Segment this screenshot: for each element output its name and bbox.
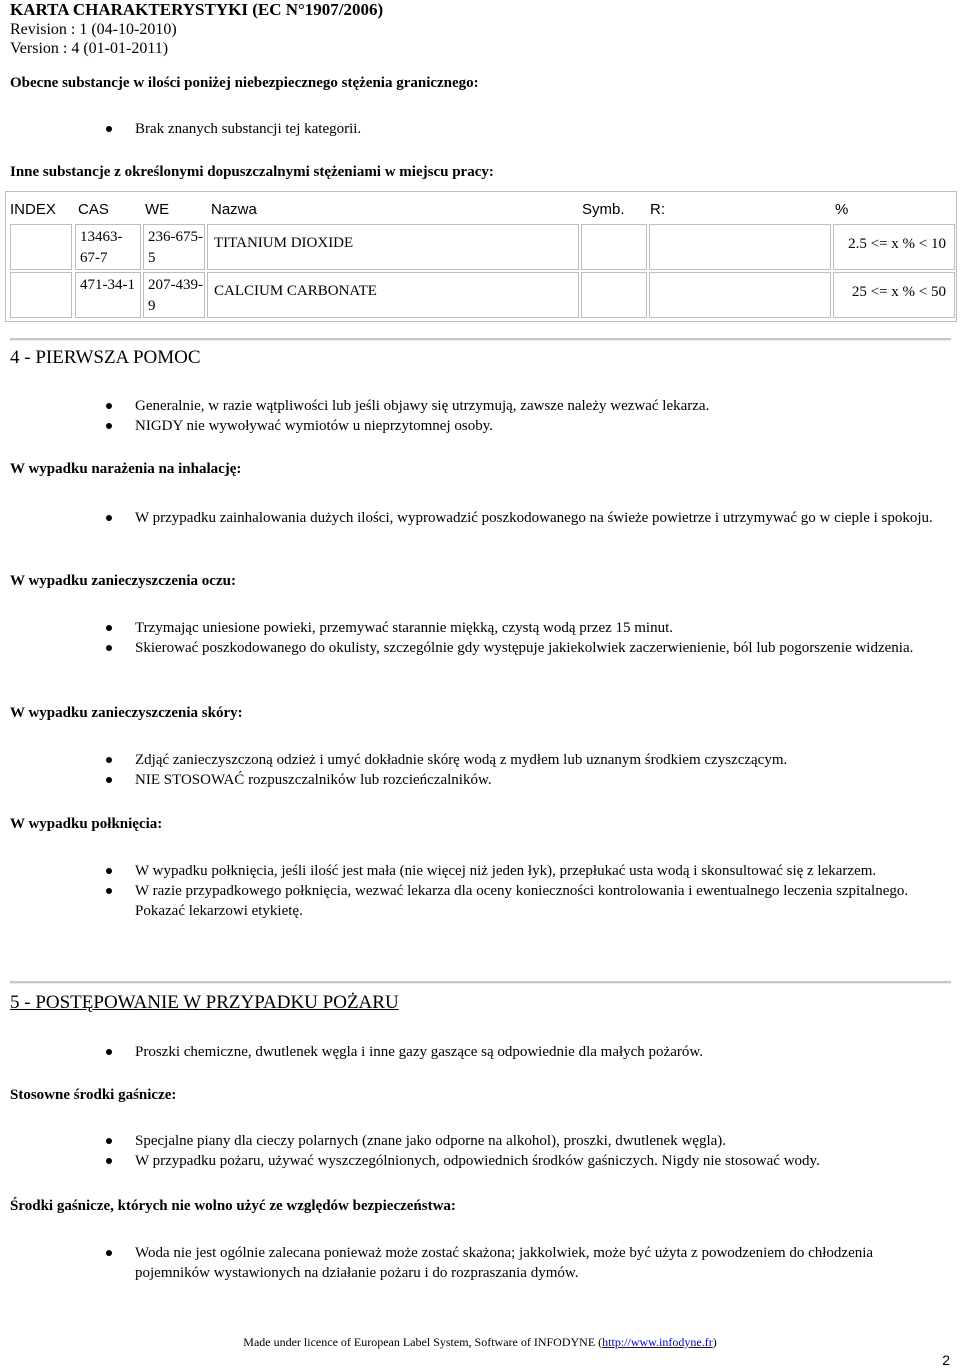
column-header-index: INDEX [10, 201, 56, 218]
extinguish-list [10, 1131, 950, 1171]
list-item: Skierować poszkodowanego do okulisty, szczególnie gdy występuje jakiekolwiek zaczerwienienie, ból lub pogorszenie widzenia. [10, 638, 950, 658]
list-item: W wypadku połknięcia, jeśli ilość jest mała (nie więcej niż jeden łyk), przepłukać usta wodą i skonsultować się z lekarzem. [10, 861, 950, 881]
section5-title: 5 - POSTĘPOWANIE W PRZYPADKU POŻARU [10, 992, 399, 1013]
section4-title: 4 - PIERWSZA POMOC [10, 347, 201, 368]
inhalation-heading: W wypadku narażenia na inhalację: [10, 461, 242, 477]
section-divider [10, 338, 951, 341]
column-header-name: Nazwa [211, 201, 257, 218]
below-threshold-list [10, 119, 950, 139]
page-number: 2 [942, 1352, 950, 1368]
page-footer [0, 1335, 960, 1350]
list-item: Proszki chemiczne, dwutlenek węgla i inne gazy gaszące są odpowiednie dla małych pożarów. [10, 1042, 950, 1062]
cell-name: CALCIUM CARBONATE [207, 272, 579, 318]
skin-heading: W wypadku zanieczyszczenia skóry: [10, 705, 243, 721]
list-item: Generalnie, w razie wątpliwości lub jeśli objawy się utrzymują, zawsze należy wezwać lekarza. [10, 396, 950, 416]
list-item: Specjalne piany dla cieczy polarnych (znane jako odporne na alkohol), proszki, dwutlenek węgla). [10, 1131, 950, 1151]
column-header-cas: CAS [78, 201, 109, 218]
cell-pct: 2.5 <= x % < 10 [833, 224, 955, 270]
list-item: Trzymając uniesione powieki, przemywać starannie miękką, czystą wodą przez 15 minut. [10, 618, 950, 638]
cell-we: 236-675-5 [143, 224, 205, 270]
cell-r [649, 224, 831, 270]
column-header-symb: Symb. [582, 201, 625, 218]
list-item: Zdjąć zanieczyszczoną odzież i umyć dokładnie skórę wodą z mydłem lub uznanym środkiem czyszczącym. [10, 750, 950, 770]
column-header-we: WE [145, 201, 170, 218]
list-item: W przypadku pożaru, używać wyszczególnionych, odpowiednich środków gaśniczych. Nigdy nie stosować wody. [10, 1151, 950, 1171]
list-item: NIE STOSOWAĆ rozpuszczalników lub rozcieńczalników. [10, 770, 950, 790]
ingestion-heading: W wypadku połknięcia: [10, 816, 163, 832]
column-header-pct: % [835, 201, 849, 218]
list-item: NIGDY nie wywoływać wymiotów u nieprzytomnej osoby. [10, 416, 950, 436]
cell-symb [581, 272, 647, 318]
list-item: W przypadku zainhalowania dużych ilości, wyprowadzić poszkodowanego na świeże powietrze i utrzymywać go w cieple i spokoju. [10, 508, 950, 528]
document-title: KARTA CHARAKTERYSTYKI (EC N°1907/2006) [10, 0, 384, 19]
fire-general-list [10, 1042, 950, 1062]
version-line: Version : 4 (01-01-2011) [10, 40, 169, 57]
revision-line: Revision : 1 (04-10-2010) [10, 21, 177, 38]
forbidden-list [10, 1243, 950, 1283]
list-item: W razie przypadkowego połknięcia, wezwać lekarza dla oceny konieczności kontrolowania i ewentualnego leczenia szpitalnego. Pokazać lekarzowi etykietę. [10, 881, 950, 921]
workplace-heading: Inne substancje z określonymi dopuszczalnymi stężeniami w miejscu pracy: [10, 164, 494, 180]
column-header-r: R: [650, 201, 665, 218]
substances-table [5, 191, 957, 322]
below-threshold-heading: Obecne substancje w ilości poniżej niebezpiecznego stężenia granicznego: [10, 75, 479, 91]
eyes-list [10, 618, 950, 658]
cell-index [10, 224, 72, 270]
footer-text: Made under licence of European Label System, Software of INFODYNE ( [243, 1335, 603, 1349]
extinguish-heading: Stosowne środki gaśnicze: [10, 1087, 177, 1103]
cell-name: TITANIUM DIOXIDE [207, 224, 579, 270]
skin-list [10, 750, 950, 790]
eyes-heading: W wypadku zanieczyszczenia oczu: [10, 573, 236, 589]
forbidden-heading: Środki gaśnicze, których nie wolno użyć ze względów bezpieczeństwa: [10, 1198, 456, 1214]
list-item: Brak znanych substancji tej kategorii. [10, 119, 950, 139]
footer-text-end: ) [712, 1335, 717, 1349]
cell-symb [581, 224, 647, 270]
cell-we: 207-439-9 [143, 272, 205, 318]
inhalation-list [10, 508, 950, 528]
cell-cas: 471-34-1 [75, 272, 141, 318]
first-aid-general-list [10, 396, 950, 436]
ingestion-list [10, 861, 950, 921]
infodyne-link[interactable]: http://www.infodyne.fr [602, 1335, 713, 1349]
section-divider [10, 981, 951, 984]
cell-r [649, 272, 831, 318]
cell-pct: 25 <= x % < 50 [833, 272, 955, 318]
document-header [10, 0, 383, 58]
cell-cas: 13463-67-7 [75, 224, 141, 270]
cell-index [10, 272, 72, 318]
list-item: Woda nie jest ogólnie zalecana ponieważ może zostać skażona; jakkolwiek, może być użyta z powodzeniem do chłodzenia pojemników wystawionych na działanie pożaru i do rozpraszania dymów. [10, 1243, 950, 1283]
